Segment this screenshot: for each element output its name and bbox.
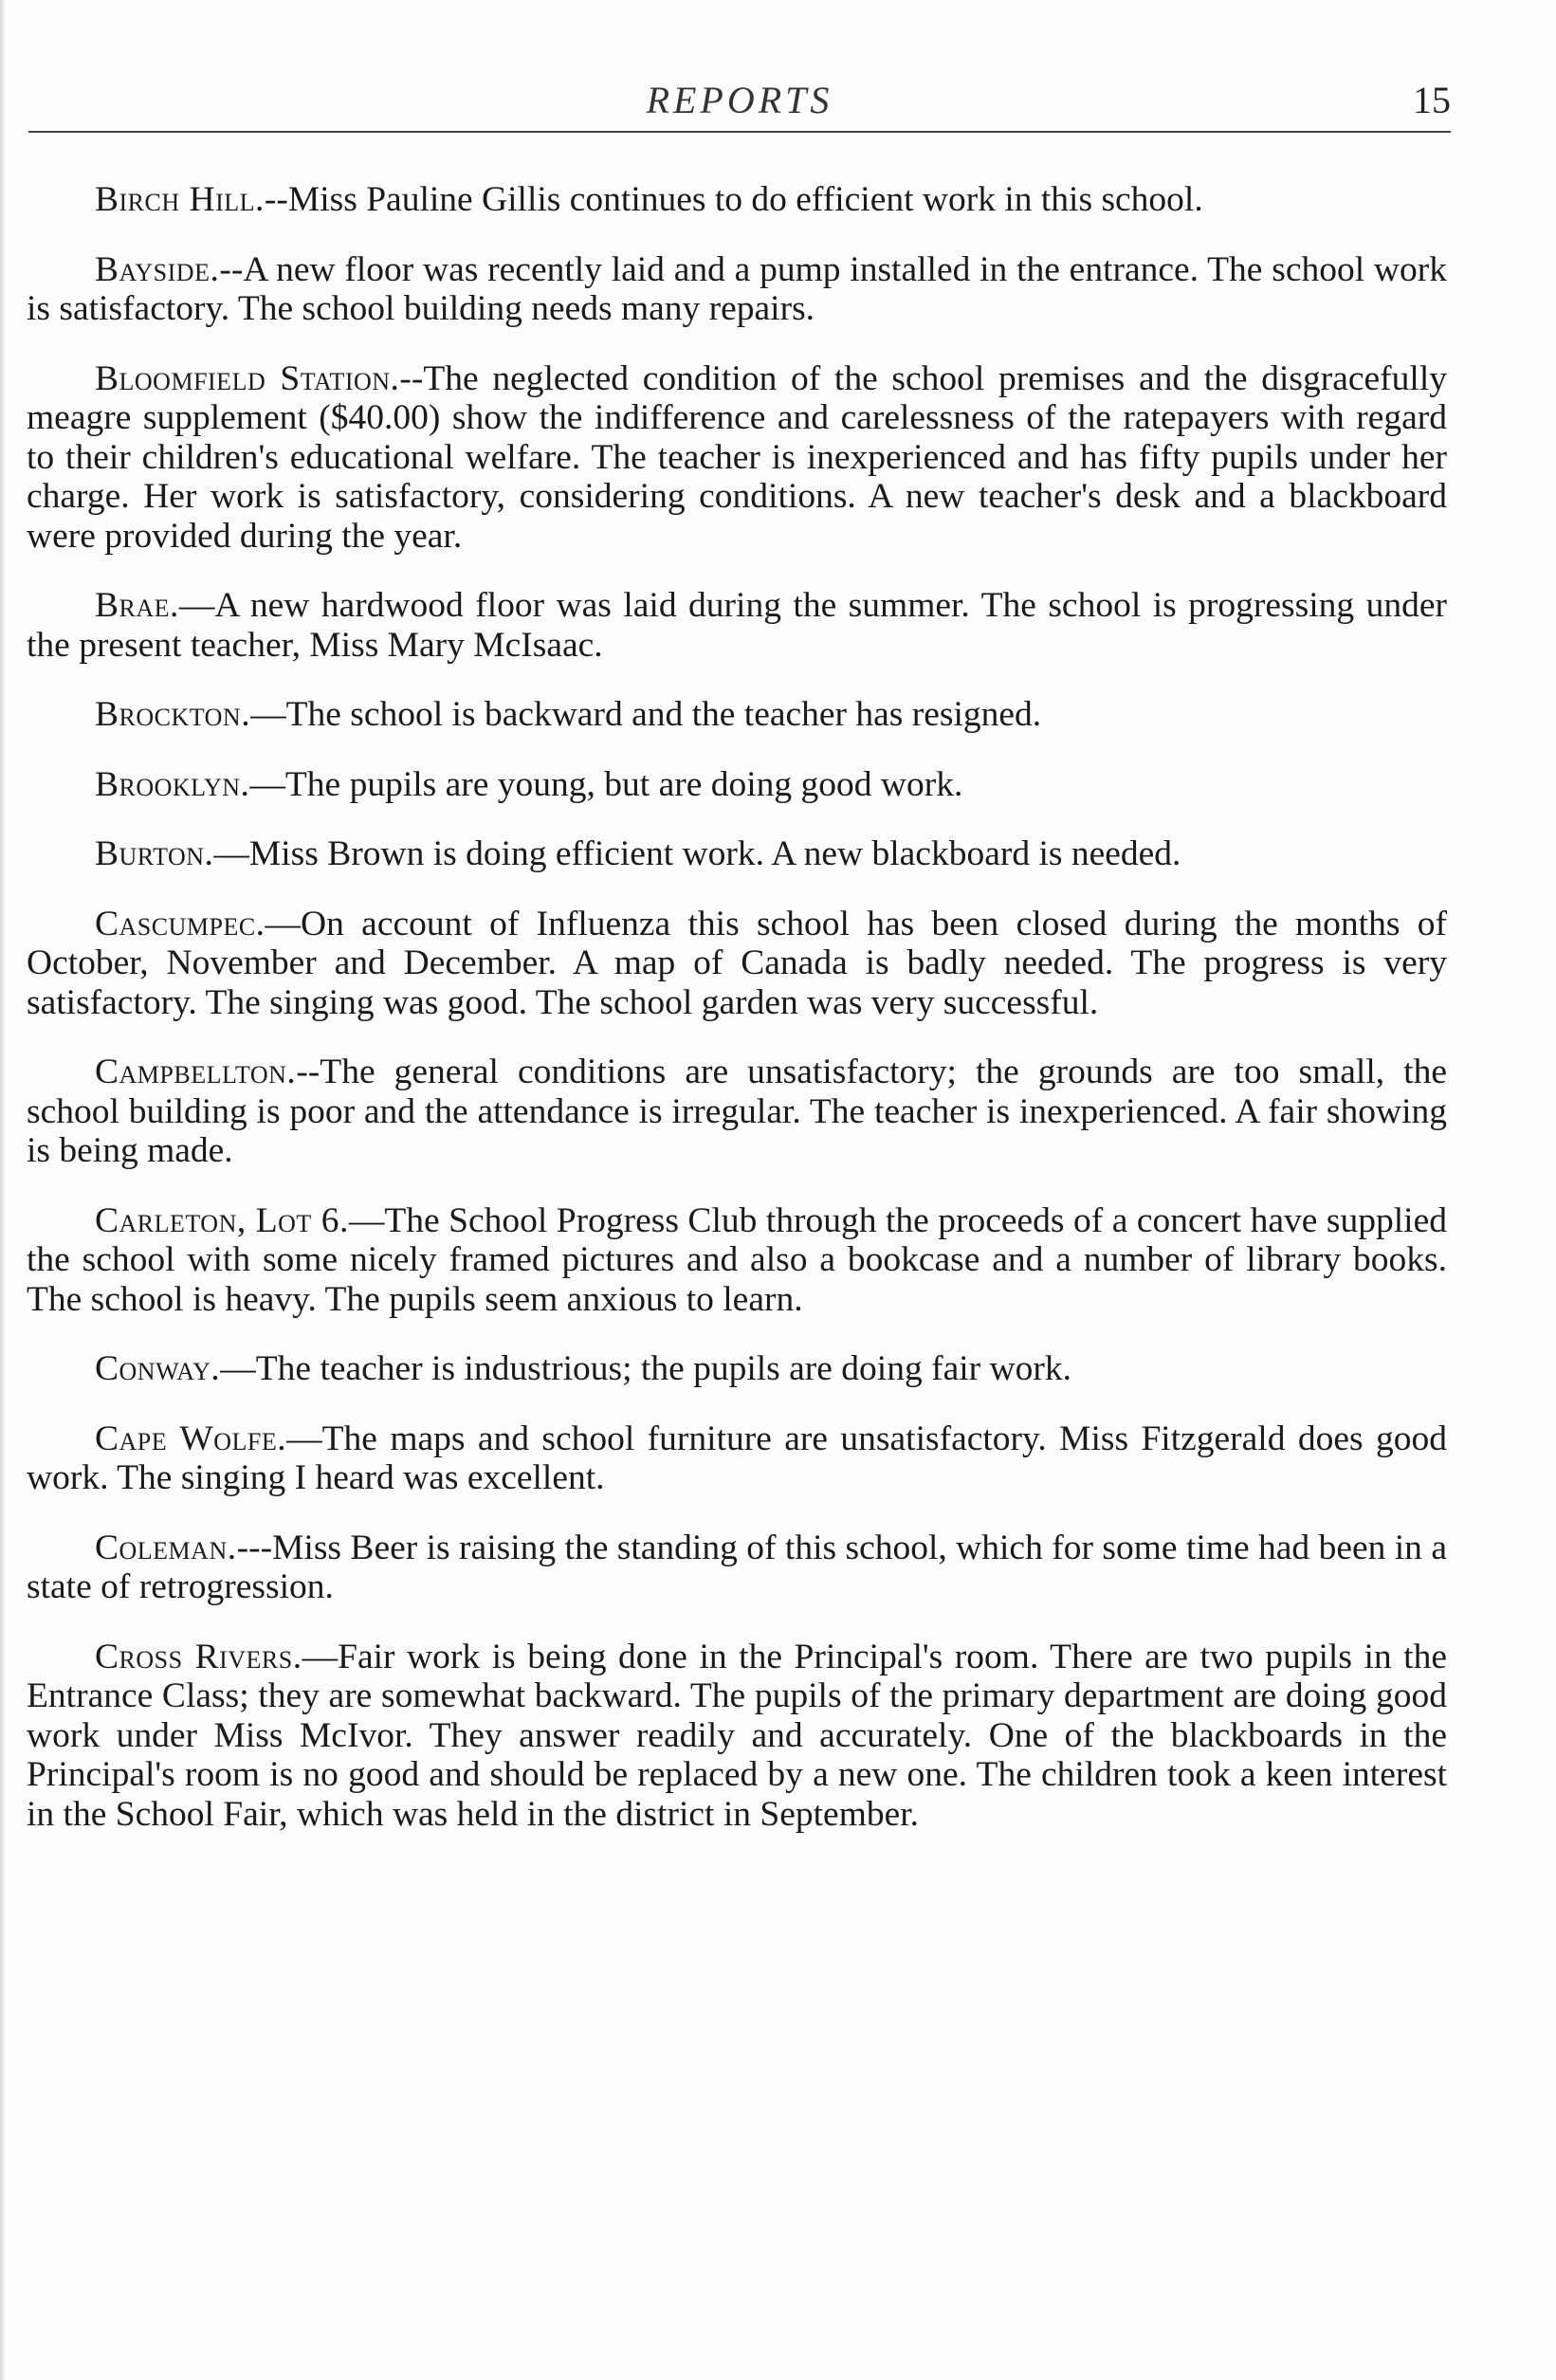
entry-text: —The pupils are young, but are doing good work. bbox=[249, 764, 963, 804]
entry-title: Coleman. bbox=[95, 1528, 237, 1567]
entry-title: Cross Rivers. bbox=[95, 1637, 302, 1676]
entry-text: ---Miss Beer is raising the standing of this school, which for some time had been in a state of retrogression. bbox=[27, 1528, 1447, 1606]
page-number: 15 bbox=[1413, 79, 1451, 121]
entry-text: —The teacher is industrious; the pupils are doing fair work. bbox=[220, 1349, 1071, 1388]
entry-title: Bayside. bbox=[95, 249, 220, 289]
report-entry-coleman bbox=[27, 1529, 1447, 1607]
entry-text: —Fair work is being done in the Principal's room. There are two pupils in the Entrance Class; they are somewhat backward. The pupils of the primary department are doing good work under Miss McIvor. They answer readily and accurately. One of the blackboards in the Principal's room is no good and should be replaced by a new one. The children took a keen interest in the School Fair, which was held in the district in September. bbox=[27, 1637, 1447, 1834]
entry-title: Conway. bbox=[95, 1349, 221, 1388]
entry-title: Cascumpec. bbox=[95, 904, 265, 943]
entry-text: —The school is backward and the teacher has resigned. bbox=[250, 695, 1042, 734]
entry-text: —The maps and school furniture are unsatisfactory. Miss Fitzgerald does good work. The singing I heard was excellent. bbox=[27, 1419, 1447, 1497]
entry-title: Cape Wolfe. bbox=[95, 1419, 287, 1458]
entry-text: —Miss Brown is doing efficient work. A new blackboard is needed. bbox=[213, 834, 1181, 873]
entry-title: Brockton. bbox=[95, 695, 251, 734]
running-title: REPORTS bbox=[646, 79, 833, 121]
report-entry-bloomfield-station bbox=[27, 359, 1447, 557]
entry-title: Brooklyn. bbox=[95, 764, 250, 804]
report-entry-cascumpec bbox=[27, 905, 1447, 1023]
entry-text: —A new hardwood floor was laid during the summer. The school is progressing under the present teacher, Miss Mary McIsaac. bbox=[27, 586, 1447, 665]
report-entry-carleton-lot-6 bbox=[27, 1201, 1447, 1320]
report-entry-bayside bbox=[27, 250, 1447, 329]
report-entry-burton bbox=[27, 834, 1447, 874]
entry-text: —On account of Influenza this school has been closed during the months of October, November and December. A map of Canada is badly needed. The progress is very satisfactory. The singing was good. The school garden was very successful. bbox=[27, 904, 1447, 1022]
report-entry-cape-wolfe bbox=[27, 1419, 1447, 1498]
entry-text: --The neglected condition of the school premises and the disgracefully meagre supplement ($40.00) show the indifference and carelessness of the ratepayers with regard to their children's educational welfare. The teacher is inexperienced and has fifty pupils under her charge. Her work is satisfactory, considering conditions. A new teacher's desk and a blackboard were provided during the year. bbox=[27, 358, 1447, 556]
report-body bbox=[27, 180, 1447, 1864]
entry-title: Bloomfield Station. bbox=[95, 358, 400, 398]
report-entry-campbellton bbox=[27, 1053, 1447, 1171]
report-entry-conway bbox=[27, 1349, 1447, 1389]
report-entry-birch-hill bbox=[27, 180, 1447, 220]
report-entry-cross-rivers bbox=[27, 1638, 1447, 1835]
entry-title: Campbellton. bbox=[95, 1053, 297, 1091]
entry-title: Birch Hill. bbox=[95, 180, 265, 219]
entry-title: Carleton, Lot 6. bbox=[95, 1200, 349, 1240]
report-entry-brockton bbox=[27, 695, 1447, 735]
entry-text: --A new floor was recently laid and a pump installed in the entrance. The school work is satisfactory. The school building needs many repairs. bbox=[27, 249, 1447, 328]
entry-text: --The general conditions are unsatisfactory; the grounds are too small, the school building is poor and the attendance is irregular. The teacher is inexperienced. A fair showing is being made. bbox=[27, 1053, 1447, 1170]
header-rule bbox=[28, 131, 1451, 133]
entry-text: --Miss Pauline Gillis continues to do efficient work in this school. bbox=[264, 180, 1203, 219]
report-entry-brae bbox=[27, 586, 1447, 665]
page-header bbox=[28, 78, 1451, 135]
entry-text: —The School Progress Club through the proceeds of a concert have supplied the school with some nicely framed pictures and also a bookcase and a number of library books. The school is heavy. The pupils seem anxious to learn. bbox=[27, 1200, 1447, 1319]
report-entry-brooklyn bbox=[27, 765, 1447, 805]
entry-title: Brae. bbox=[95, 586, 179, 625]
page-edge-shadow bbox=[0, 0, 6, 2380]
entry-title: Burton. bbox=[95, 834, 214, 873]
